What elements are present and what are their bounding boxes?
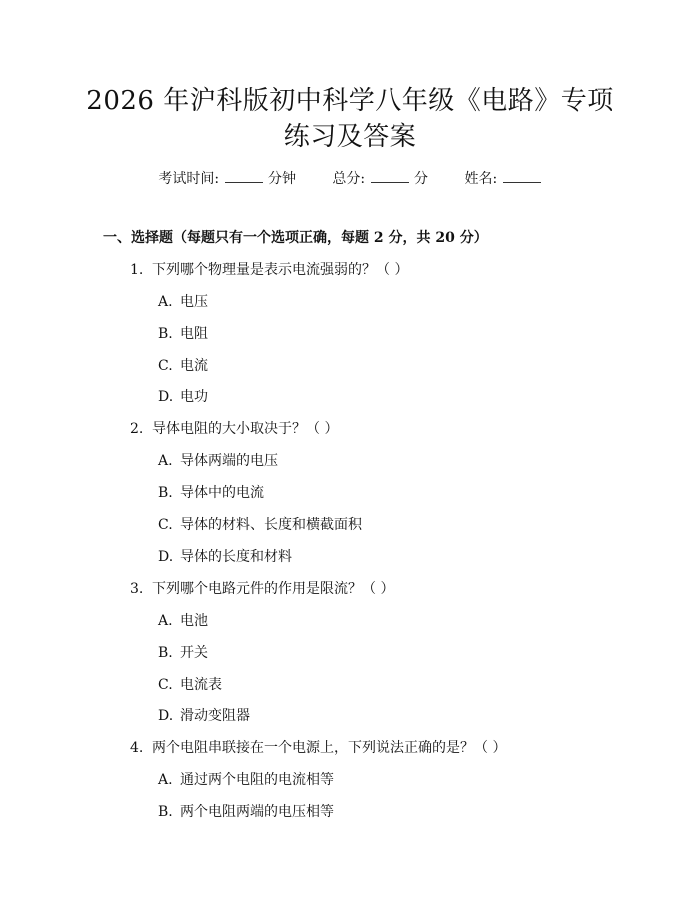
option-letter: D. bbox=[158, 389, 174, 405]
question-text: 两个电阻串联接在一个电源上，下列说法正确的是？（ ） bbox=[152, 740, 507, 756]
option-2a bbox=[158, 450, 278, 472]
option-letter: A. bbox=[158, 772, 173, 788]
question-1 bbox=[130, 259, 408, 281]
question-number: 2. bbox=[130, 421, 144, 437]
question-number: 4. bbox=[130, 740, 144, 756]
option-text: 开关 bbox=[180, 645, 208, 661]
question-number: 3. bbox=[130, 581, 144, 597]
option-4b bbox=[158, 801, 334, 823]
option-letter: D. bbox=[158, 708, 174, 724]
question-text: 导体电阻的大小取决于？（ ） bbox=[152, 421, 339, 437]
document-title-line-1: 2026 年沪科版初中科学八年级《电路》专项 bbox=[86, 86, 614, 116]
option-1d bbox=[158, 386, 208, 408]
option-text: 导体中的电流 bbox=[180, 485, 264, 501]
question-4 bbox=[130, 737, 506, 759]
option-text: 电流表 bbox=[180, 677, 222, 693]
option-text: 导体两端的电压 bbox=[180, 453, 278, 469]
option-1c bbox=[158, 355, 208, 377]
option-3d bbox=[158, 705, 250, 727]
section-heading-multiple-choice: 一、选择题（每题只有一个选项正确，每题 2 分，共 20 分） bbox=[103, 230, 488, 246]
question-3 bbox=[130, 578, 394, 600]
question-number: 1. bbox=[130, 262, 144, 278]
total-score-label: 总分: bbox=[332, 171, 366, 187]
option-2c bbox=[158, 514, 362, 536]
option-text: 电池 bbox=[180, 613, 208, 629]
option-letter: C. bbox=[158, 358, 173, 374]
option-letter: C. bbox=[158, 517, 173, 533]
option-1a bbox=[158, 291, 208, 313]
option-2b bbox=[158, 482, 264, 504]
option-text: 通过两个电阻的电流相等 bbox=[180, 772, 334, 788]
option-3b bbox=[158, 642, 208, 664]
option-letter: D. bbox=[158, 549, 174, 565]
exam-time-field bbox=[158, 168, 296, 189]
option-letter: B. bbox=[158, 645, 173, 661]
option-letter: B. bbox=[158, 804, 173, 820]
option-text: 电功 bbox=[180, 389, 208, 405]
student-name-blank bbox=[503, 168, 541, 183]
option-4a bbox=[158, 769, 334, 791]
exam-time-unit: 分钟 bbox=[267, 171, 296, 187]
student-name-label: 姓名: bbox=[464, 171, 498, 187]
option-letter: A. bbox=[158, 613, 173, 629]
student-name-field bbox=[464, 168, 541, 189]
option-text: 电阻 bbox=[180, 326, 208, 342]
question-text: 下列哪个电路元件的作用是限流？（ ） bbox=[152, 581, 395, 597]
option-text: 电压 bbox=[180, 294, 208, 310]
option-3c bbox=[158, 674, 222, 696]
exam-info bbox=[0, 168, 700, 189]
option-text: 电流 bbox=[180, 358, 208, 374]
question-2 bbox=[130, 418, 338, 440]
total-score-blank bbox=[371, 168, 409, 183]
option-text: 两个电阻两端的电压相等 bbox=[180, 804, 334, 820]
total-score-unit: 分 bbox=[414, 171, 429, 187]
exam-time-label: 考试时间: bbox=[158, 171, 220, 187]
question-text: 下列哪个物理量是表示电流强弱的？（ ） bbox=[152, 262, 409, 278]
option-2d bbox=[158, 546, 292, 568]
total-score-field bbox=[332, 168, 428, 189]
option-3a bbox=[158, 610, 208, 632]
option-text: 导体的材料、长度和横截面积 bbox=[180, 517, 362, 533]
option-text: 导体的长度和材料 bbox=[180, 549, 292, 565]
option-letter: A. bbox=[158, 294, 173, 310]
exam-time-blank bbox=[225, 168, 263, 183]
option-letter: B. bbox=[158, 485, 173, 501]
option-letter: A. bbox=[158, 453, 173, 469]
document-title-line-2: 练习及答案 bbox=[283, 122, 417, 152]
option-letter: C. bbox=[158, 677, 173, 693]
option-1b bbox=[158, 323, 208, 345]
option-text: 滑动变阻器 bbox=[180, 708, 250, 724]
option-letter: B. bbox=[158, 326, 173, 342]
